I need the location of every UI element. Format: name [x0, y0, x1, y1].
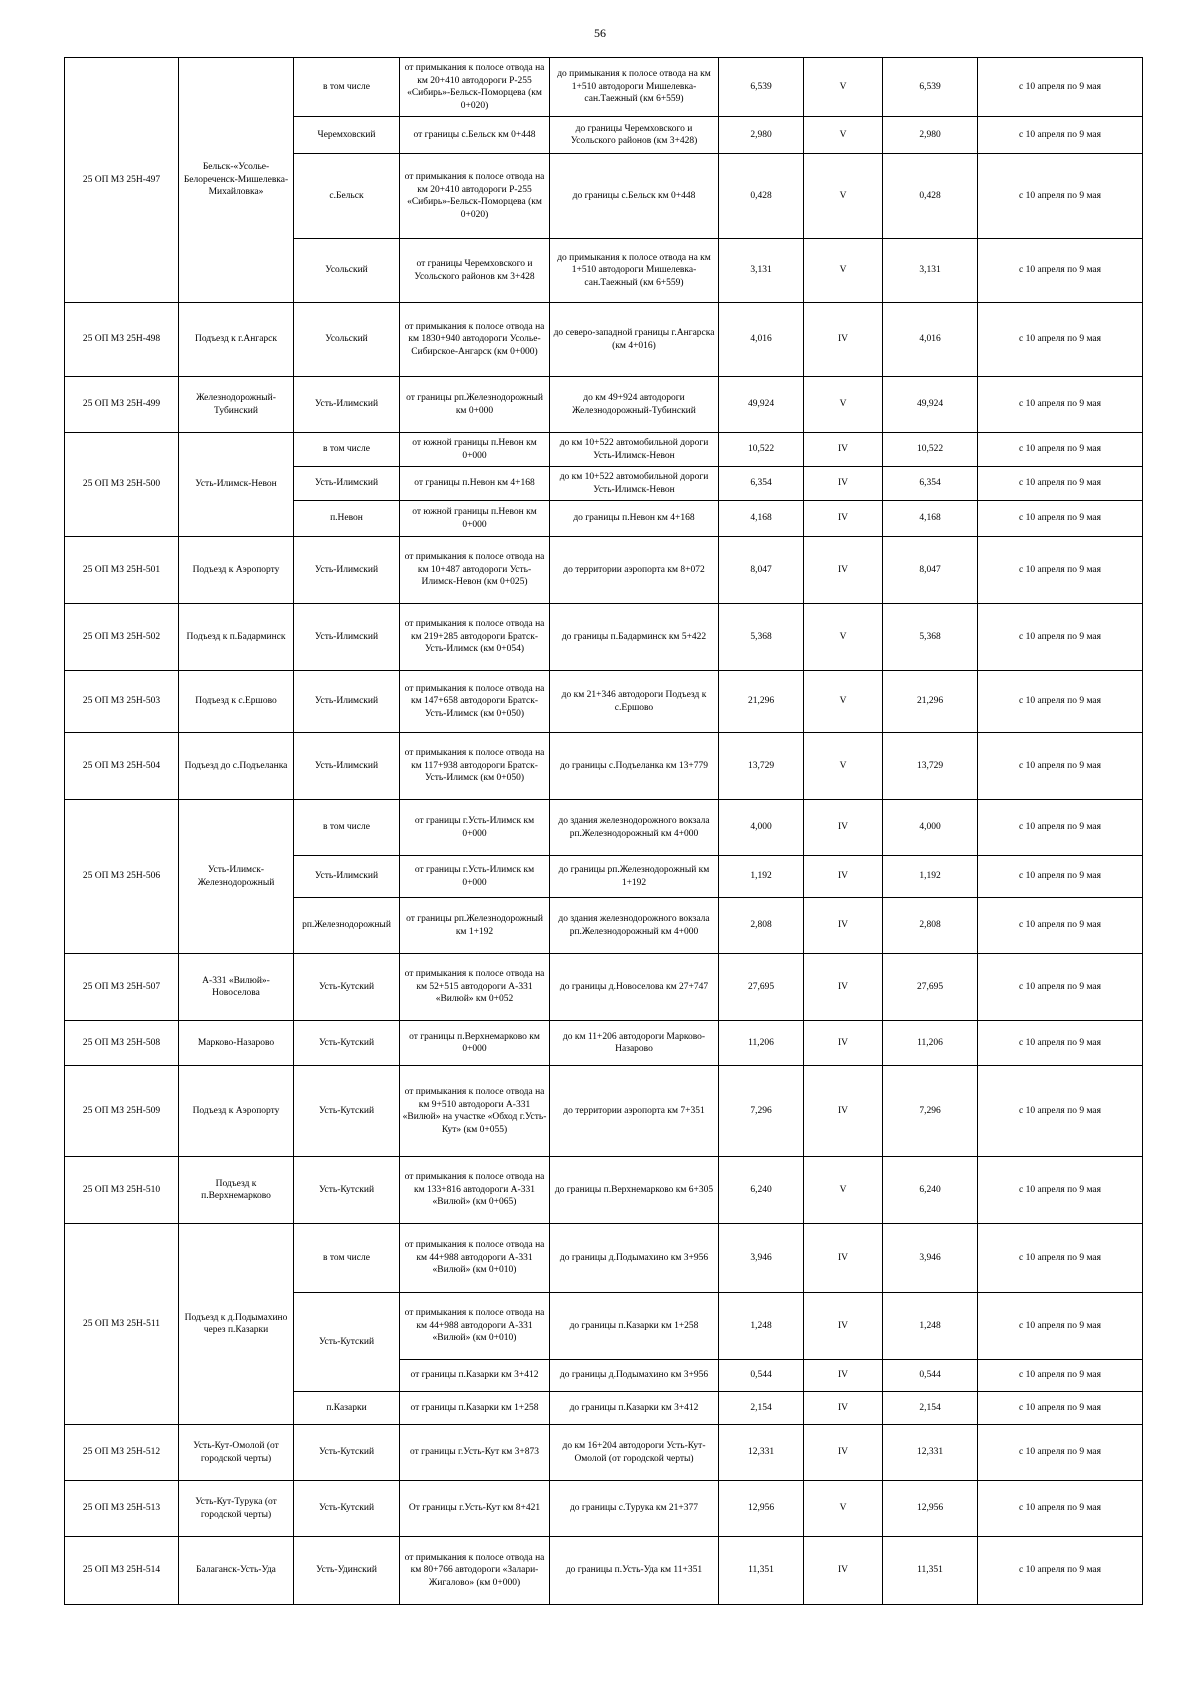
segment-start-cell: от границы рп.Железнодорожный км 1+192	[400, 898, 550, 954]
district-cell: в том числе	[294, 1224, 400, 1293]
segment-start-cell: от границы Черемховского и Усольского районов км 3+428	[400, 239, 550, 303]
length-cell: 1,248	[719, 1293, 804, 1360]
segment-start-cell: От границы г.Усть-Кут км 8+421	[400, 1481, 550, 1537]
category-cell: IV	[804, 800, 883, 856]
road-id-cell: 25 ОП МЗ 25Н-509	[65, 1066, 179, 1157]
restriction-period-cell: с 10 апреля по 9 мая	[978, 303, 1143, 377]
category-cell: V	[804, 377, 883, 433]
length-restricted-cell: 8,047	[883, 537, 978, 604]
restriction-period-cell: с 10 апреля по 9 мая	[978, 58, 1143, 117]
category-cell: IV	[804, 1425, 883, 1481]
road-name-cell: Подъезд к п.Бадарминск	[179, 604, 294, 671]
category-cell: IV	[804, 537, 883, 604]
table-row	[65, 1021, 1143, 1066]
restriction-period-cell: с 10 апреля по 9 мая	[978, 1224, 1143, 1293]
segment-start-cell: от границы п.Невон км 4+168	[400, 467, 550, 501]
road-id-cell: 25 ОП МЗ 25Н-497	[65, 58, 179, 303]
length-cell: 11,206	[719, 1021, 804, 1066]
restriction-period-cell: с 10 апреля по 9 мая	[978, 501, 1143, 537]
length-restricted-cell: 5,368	[883, 604, 978, 671]
segment-end-cell: до границы п.Казарки км 3+412	[550, 1392, 719, 1425]
segment-end-cell: до границы п.Невон км 4+168	[550, 501, 719, 537]
segment-end-cell: до границы с.Подъеланка км 13+779	[550, 733, 719, 800]
length-restricted-cell: 11,351	[883, 1537, 978, 1605]
category-cell: IV	[804, 954, 883, 1021]
category-cell: IV	[804, 501, 883, 537]
category-cell: IV	[804, 433, 883, 467]
road-id-cell: 25 ОП МЗ 25Н-507	[65, 954, 179, 1021]
road-id-cell: 25 ОП МЗ 25Н-513	[65, 1481, 179, 1537]
segment-start-cell: от границы рп.Железнодорожный км 0+000	[400, 377, 550, 433]
length-restricted-cell: 11,206	[883, 1021, 978, 1066]
road-name-cell: Усть-Илимск-Невон	[179, 433, 294, 537]
segment-start-cell: от границы г.Усть-Илимск км 0+000	[400, 856, 550, 898]
restriction-period-cell: с 10 апреля по 9 мая	[978, 954, 1143, 1021]
district-cell: Усть-Кутский	[294, 1481, 400, 1537]
restriction-period-cell: с 10 апреля по 9 мая	[978, 1481, 1143, 1537]
restriction-period-cell: с 10 апреля по 9 мая	[978, 433, 1143, 467]
length-restricted-cell: 4,168	[883, 501, 978, 537]
length-restricted-cell: 6,240	[883, 1157, 978, 1224]
restriction-period-cell: с 10 апреля по 9 мая	[978, 1157, 1143, 1224]
length-cell: 49,924	[719, 377, 804, 433]
district-cell: п.Невон	[294, 501, 400, 537]
road-id-cell: 25 ОП МЗ 25Н-511	[65, 1224, 179, 1425]
district-cell: в том числе	[294, 433, 400, 467]
segment-start-cell: от примыкания к полосе отвода на км 133+816 автодороги А-331 «Вилюй» (км 0+065)	[400, 1157, 550, 1224]
district-cell: Усть-Удинский	[294, 1537, 400, 1605]
district-cell: Усть-Илимский	[294, 467, 400, 501]
segment-end-cell: до границы Черемховского и Усольского районов (км 3+428)	[550, 117, 719, 154]
category-cell: IV	[804, 467, 883, 501]
restriction-period-cell: с 10 апреля по 9 мая	[978, 898, 1143, 954]
segment-end-cell: до примыкания к полосе отвода на км 1+510 автодороги Мишелевка-сан.Таежный (км 6+559)	[550, 239, 719, 303]
length-restricted-cell: 2,808	[883, 898, 978, 954]
restriction-period-cell: с 10 апреля по 9 мая	[978, 856, 1143, 898]
length-cell: 10,522	[719, 433, 804, 467]
segment-start-cell: от примыкания к полосе отвода на км 20+410 автодороги Р-255 «Сибирь»-Бельск-Поморцева (км 0+020)	[400, 58, 550, 117]
district-cell: Усть-Илимский	[294, 733, 400, 800]
length-restricted-cell: 27,695	[883, 954, 978, 1021]
segment-end-cell: до границы с.Турука км 21+377	[550, 1481, 719, 1537]
restriction-period-cell: с 10 апреля по 9 мая	[978, 800, 1143, 856]
road-id-cell: 25 ОП МЗ 25Н-502	[65, 604, 179, 671]
road-name-cell: Подъезд к Аэропорту	[179, 1066, 294, 1157]
segment-start-cell: от границы с.Бельск км 0+448	[400, 117, 550, 154]
district-cell: в том числе	[294, 800, 400, 856]
length-cell: 0,428	[719, 154, 804, 239]
segment-end-cell: до границы д.Подымахино км 3+956	[550, 1360, 719, 1392]
district-cell: Усть-Кутский	[294, 954, 400, 1021]
length-cell: 21,296	[719, 671, 804, 733]
segment-start-cell: от примыкания к полосе отвода на км 52+515 автодороги А-331 «Вилюй» км 0+052	[400, 954, 550, 1021]
district-cell: Усть-Кутский	[294, 1066, 400, 1157]
category-cell: IV	[804, 303, 883, 377]
road-name-cell: Железнодорожный-Тубинский	[179, 377, 294, 433]
category-cell: IV	[804, 1392, 883, 1425]
district-cell: Усть-Илимский	[294, 604, 400, 671]
segment-end-cell: до границы с.Бельск км 0+448	[550, 154, 719, 239]
road-name-cell: А-331 «Вилюй»-Новоселова	[179, 954, 294, 1021]
category-cell: V	[804, 58, 883, 117]
road-id-cell: 25 ОП МЗ 25Н-514	[65, 1537, 179, 1605]
segment-start-cell: от примыкания к полосе отвода на км 219+285 автодороги Братск-Усть-Илимск (км 0+054)	[400, 604, 550, 671]
length-restricted-cell: 6,354	[883, 467, 978, 501]
restriction-period-cell: с 10 апреля по 9 мая	[978, 671, 1143, 733]
length-cell: 3,131	[719, 239, 804, 303]
length-restricted-cell: 0,544	[883, 1360, 978, 1392]
segment-start-cell: от примыкания к полосе отвода на км 9+510 автодороги А-331 «Вилюй» на участке «Обход г.Усть-Кут» (км 0+055)	[400, 1066, 550, 1157]
restriction-period-cell: с 10 апреля по 9 мая	[978, 1293, 1143, 1360]
category-cell: IV	[804, 1360, 883, 1392]
segment-start-cell: от южной границы п.Невон км 0+000	[400, 433, 550, 467]
segment-end-cell: до здания железнодорожного вокзала рп.Железнодорожный км 4+000	[550, 800, 719, 856]
length-restricted-cell: 4,016	[883, 303, 978, 377]
segment-end-cell: до территории аэропорта км 8+072	[550, 537, 719, 604]
length-cell: 5,368	[719, 604, 804, 671]
length-restricted-cell: 21,296	[883, 671, 978, 733]
length-cell: 2,980	[719, 117, 804, 154]
road-name-cell: Подъезд к д.Подымахино через п.Казарки	[179, 1224, 294, 1425]
restriction-period-cell: с 10 апреля по 9 мая	[978, 1537, 1143, 1605]
category-cell: V	[804, 117, 883, 154]
category-cell: V	[804, 733, 883, 800]
segment-start-cell: от границы г.Усть-Кут км 3+873	[400, 1425, 550, 1481]
roads-table-body	[65, 58, 1143, 1605]
segment-start-cell: от примыкания к полосе отвода на км 1830+940 автодороги Усолье-Сибирское-Ангарск (км 0+000)	[400, 303, 550, 377]
segment-end-cell: до территории аэропорта км 7+351	[550, 1066, 719, 1157]
category-cell: V	[804, 154, 883, 239]
restriction-period-cell: с 10 апреля по 9 мая	[978, 1392, 1143, 1425]
category-cell: IV	[804, 1021, 883, 1066]
road-id-cell: 25 ОП МЗ 25Н-503	[65, 671, 179, 733]
length-cell: 2,154	[719, 1392, 804, 1425]
segment-end-cell: до км 10+522 автомобильной дороги Усть-Илимск-Невон	[550, 433, 719, 467]
table-row	[65, 1481, 1143, 1537]
length-restricted-cell: 1,248	[883, 1293, 978, 1360]
length-cell: 4,000	[719, 800, 804, 856]
district-cell: Усть-Кутский	[294, 1425, 400, 1481]
road-name-cell: Подъезд к п.Верхнемарково	[179, 1157, 294, 1224]
length-cell: 27,695	[719, 954, 804, 1021]
road-name-cell: Усть-Кут-Турука (от городской черты)	[179, 1481, 294, 1537]
length-restricted-cell: 4,000	[883, 800, 978, 856]
segment-start-cell: от границы п.Верхнемарково км 0+000	[400, 1021, 550, 1066]
length-cell: 0,544	[719, 1360, 804, 1392]
road-name-cell: Усть-Илимск-Железнодорожный	[179, 800, 294, 954]
road-name-cell: Балаганск-Усть-Уда	[179, 1537, 294, 1605]
segment-end-cell: до здания железнодорожного вокзала рп.Железнодорожный км 4+000	[550, 898, 719, 954]
road-id-cell: 25 ОП МЗ 25Н-504	[65, 733, 179, 800]
roads-table	[64, 57, 1143, 1605]
category-cell: IV	[804, 898, 883, 954]
road-name-cell: Усть-Кут-Омолой (от городской черты)	[179, 1425, 294, 1481]
road-name-cell: Подъезд к с.Ершово	[179, 671, 294, 733]
segment-end-cell: до северо-западной границы г.Ангарска (км 4+016)	[550, 303, 719, 377]
table-row	[65, 800, 1143, 856]
segment-start-cell: от примыкания к полосе отвода на км 147+658 автодороги Братск-Усть-Илимск (км 0+050)	[400, 671, 550, 733]
district-cell: Черемховский	[294, 117, 400, 154]
district-cell: рп.Железнодорожный	[294, 898, 400, 954]
segment-start-cell: от примыкания к полосе отвода на км 20+410 автодороги Р-255 «Сибирь»-Бельск-Поморцева (км 0+020)	[400, 154, 550, 239]
category-cell: V	[804, 1481, 883, 1537]
segment-start-cell: от примыкания к полосе отвода на км 44+988 автодороги А-331 «Вилюй» (км 0+010)	[400, 1224, 550, 1293]
road-name-cell: Бельск-«Усолье-Белореченск-Мишелевка-Михайловка»	[179, 58, 294, 303]
length-restricted-cell: 7,296	[883, 1066, 978, 1157]
restriction-period-cell: с 10 апреля по 9 мая	[978, 604, 1143, 671]
segment-end-cell: до км 49+924 автодороги Железнодорожный-Тубинский	[550, 377, 719, 433]
segment-start-cell: от примыкания к полосе отвода на км 44+988 автодороги А-331 «Вилюй» (км 0+010)	[400, 1293, 550, 1360]
district-cell: Усть-Илимский	[294, 671, 400, 733]
page-number: 56	[594, 26, 606, 40]
length-restricted-cell: 12,956	[883, 1481, 978, 1537]
category-cell: IV	[804, 1224, 883, 1293]
length-restricted-cell: 3,946	[883, 1224, 978, 1293]
category-cell: IV	[804, 1066, 883, 1157]
length-cell: 8,047	[719, 537, 804, 604]
district-cell: в том числе	[294, 58, 400, 117]
restriction-period-cell: с 10 апреля по 9 мая	[978, 377, 1143, 433]
table-row	[65, 954, 1143, 1021]
segment-start-cell: от примыкания к полосе отвода на км 80+766 автодороги «Залари-Жигалово» (км 0+000)	[400, 1537, 550, 1605]
road-id-cell: 25 ОП МЗ 25Н-499	[65, 377, 179, 433]
road-id-cell: 25 ОП МЗ 25Н-510	[65, 1157, 179, 1224]
length-restricted-cell: 49,924	[883, 377, 978, 433]
length-restricted-cell: 3,131	[883, 239, 978, 303]
table-row	[65, 1066, 1143, 1157]
length-cell: 6,539	[719, 58, 804, 117]
length-restricted-cell: 0,428	[883, 154, 978, 239]
category-cell: V	[804, 604, 883, 671]
district-cell: Усть-Кутский	[294, 1157, 400, 1224]
segment-end-cell: до границы п.Казарки км 1+258	[550, 1293, 719, 1360]
segment-start-cell: от примыкания к полосе отвода на км 117+938 автодороги Братск-Усть-Илимск (км 0+050)	[400, 733, 550, 800]
table-row	[65, 1425, 1143, 1481]
length-restricted-cell: 12,331	[883, 1425, 978, 1481]
district-cell: Усольский	[294, 303, 400, 377]
table-row	[65, 303, 1143, 377]
length-cell: 1,192	[719, 856, 804, 898]
length-cell: 12,331	[719, 1425, 804, 1481]
district-cell: Усть-Илимский	[294, 377, 400, 433]
length-cell: 6,240	[719, 1157, 804, 1224]
segment-end-cell: до границы д.Новоселова км 27+747	[550, 954, 719, 1021]
table-row	[65, 733, 1143, 800]
restriction-period-cell: с 10 апреля по 9 мая	[978, 467, 1143, 501]
length-cell: 2,808	[719, 898, 804, 954]
table-row	[65, 377, 1143, 433]
district-cell: п.Казарки	[294, 1392, 400, 1425]
segment-end-cell: до км 16+204 автодороги Усть-Кут-Омолой (от городской черты)	[550, 1425, 719, 1481]
length-cell: 4,168	[719, 501, 804, 537]
district-cell: Усольский	[294, 239, 400, 303]
segment-end-cell: до км 21+346 автодороги Подъезд к с.Ершово	[550, 671, 719, 733]
road-id-cell: 25 ОП МЗ 25Н-506	[65, 800, 179, 954]
restriction-period-cell: с 10 апреля по 9 мая	[978, 154, 1143, 239]
restriction-period-cell: с 10 апреля по 9 мая	[978, 733, 1143, 800]
segment-end-cell: до км 10+522 автомобильной дороги Усть-Илимск-Невон	[550, 467, 719, 501]
road-name-cell: Подъезд к Аэропорту	[179, 537, 294, 604]
table-row	[65, 58, 1143, 117]
district-cell: Усть-Кутский	[294, 1021, 400, 1066]
length-cell: 12,956	[719, 1481, 804, 1537]
segment-end-cell: до км 11+206 автодороги Марково-Назарово	[550, 1021, 719, 1066]
road-name-cell: Подъезд до с.Подъеланка	[179, 733, 294, 800]
road-id-cell: 25 ОП МЗ 25Н-500	[65, 433, 179, 537]
segment-end-cell: до границы рп.Железнодорожный км 1+192	[550, 856, 719, 898]
district-cell: Усть-Илимский	[294, 856, 400, 898]
length-cell: 6,354	[719, 467, 804, 501]
district-cell: Усть-Кутский	[294, 1293, 400, 1392]
category-cell: V	[804, 671, 883, 733]
road-name-cell: Подъезд к г.Ангарск	[179, 303, 294, 377]
length-restricted-cell: 2,980	[883, 117, 978, 154]
road-name-cell: Марково-Назарово	[179, 1021, 294, 1066]
category-cell: V	[804, 239, 883, 303]
road-id-cell: 25 ОП МЗ 25Н-501	[65, 537, 179, 604]
district-cell: Усть-Илимский	[294, 537, 400, 604]
table-row	[65, 433, 1143, 467]
length-cell: 13,729	[719, 733, 804, 800]
table-row	[65, 671, 1143, 733]
table-row	[65, 604, 1143, 671]
restriction-period-cell: с 10 апреля по 9 мая	[978, 1066, 1143, 1157]
segment-start-cell: от границы п.Казарки км 3+412	[400, 1360, 550, 1392]
segment-end-cell: до границы п.Бадарминск км 5+422	[550, 604, 719, 671]
category-cell: IV	[804, 1537, 883, 1605]
segment-start-cell: от примыкания к полосе отвода на км 10+487 автодороги Усть-Илимск-Невон (км 0+025)	[400, 537, 550, 604]
category-cell: IV	[804, 1293, 883, 1360]
length-restricted-cell: 2,154	[883, 1392, 978, 1425]
segment-end-cell: до границы д.Подымахино км 3+956	[550, 1224, 719, 1293]
length-cell: 11,351	[719, 1537, 804, 1605]
restriction-period-cell: с 10 апреля по 9 мая	[978, 239, 1143, 303]
length-cell: 7,296	[719, 1066, 804, 1157]
restriction-period-cell: с 10 апреля по 9 мая	[978, 1360, 1143, 1392]
length-restricted-cell: 6,539	[883, 58, 978, 117]
segment-end-cell: до границы п.Верхнемарково км 6+305	[550, 1157, 719, 1224]
segment-start-cell: от границы п.Казарки км 1+258	[400, 1392, 550, 1425]
district-cell: с.Бельск	[294, 154, 400, 239]
length-cell: 4,016	[719, 303, 804, 377]
category-cell: IV	[804, 856, 883, 898]
road-id-cell: 25 ОП МЗ 25Н-508	[65, 1021, 179, 1066]
road-id-cell: 25 ОП МЗ 25Н-512	[65, 1425, 179, 1481]
length-cell: 3,946	[719, 1224, 804, 1293]
category-cell: V	[804, 1157, 883, 1224]
segment-end-cell: до примыкания к полосе отвода на км 1+510 автодороги Мишелевка-сан.Таежный (км 6+559)	[550, 58, 719, 117]
restriction-period-cell: с 10 апреля по 9 мая	[978, 1021, 1143, 1066]
table-row	[65, 1537, 1143, 1605]
restriction-period-cell: с 10 апреля по 9 мая	[978, 117, 1143, 154]
segment-end-cell: до границы п.Усть-Уда км 11+351	[550, 1537, 719, 1605]
restriction-period-cell: с 10 апреля по 9 мая	[978, 537, 1143, 604]
length-restricted-cell: 13,729	[883, 733, 978, 800]
length-restricted-cell: 1,192	[883, 856, 978, 898]
table-row	[65, 1157, 1143, 1224]
table-row	[65, 1224, 1143, 1293]
length-restricted-cell: 10,522	[883, 433, 978, 467]
restriction-period-cell: с 10 апреля по 9 мая	[978, 1425, 1143, 1481]
segment-start-cell: от южной границы п.Невон км 0+000	[400, 501, 550, 537]
road-id-cell: 25 ОП МЗ 25Н-498	[65, 303, 179, 377]
segment-start-cell: от границы г.Усть-Илимск км 0+000	[400, 800, 550, 856]
table-row	[65, 537, 1143, 604]
